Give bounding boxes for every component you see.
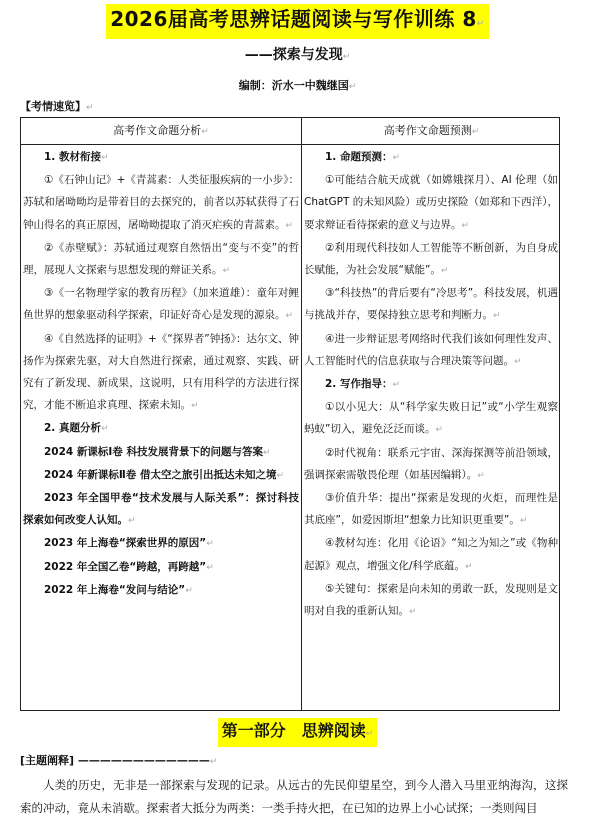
part-title-wrap xyxy=(0,718,595,747)
writing-guide-heading: 2. 写作指导：↵ xyxy=(325,378,400,391)
guide-item: ④教材勾连：化用《论语》“知之为知之”或《物种起源》观点，增强文化/科学底蕴。↵ xyxy=(304,537,558,572)
prediction-item: ③“科技热”的背后要有“冷思考”。科技发展，机遇与挑战并存，要保持独立思考和判断力。↵ xyxy=(304,287,558,322)
guide-item: ⑤关键句：探索是向未知的勇敢一跃，发现则是文明对自我的重新认知。↵ xyxy=(304,582,558,618)
guide-item: ①以小见大：从“科学家失败日记”或“小学生观察蚂蚁”切入，避免泛泛而谈。↵ xyxy=(304,401,558,436)
exam-item: 2022 年全国乙卷“跨越，再跨越”↵ xyxy=(44,560,214,573)
theme-label: [主题阐释] ————————————↵ xyxy=(20,754,218,767)
right-column xyxy=(304,146,558,623)
left-column-header: 高考作文命题分析↵ xyxy=(113,124,209,137)
textbook-item: ③《一名物理学家的教育历程》（加来道雄）：童年对鲤鱼世界的想象驱动科学探索，印证好奇心是发现的源泉。↵ xyxy=(23,287,299,322)
column-divider xyxy=(301,118,302,710)
prediction-heading: 1. 命题预测：↵ xyxy=(325,151,400,163)
textbook-item: ②《赤壁赋》：苏轼通过观察自然悟出“变与不变”的哲理，展现人文探索与思想发现的辩证关系。↵ xyxy=(23,241,299,277)
title-wrap xyxy=(0,4,595,39)
guide-item: ③价值升华：提出“探索是发现的火炬，而理性是其底座”，如爱因斯坦“想象力比知识更重要”。↵ xyxy=(304,492,558,527)
section-label: 【考情速览】↵ xyxy=(20,100,94,113)
part-title: 第一部分 思辨阅读↵ xyxy=(218,718,378,747)
exam-item: 2022 年上海卷“发问与结论”↵ xyxy=(44,583,193,596)
exam-item: 2023 年上海卷“探索世界的原因”↵ xyxy=(44,537,214,550)
document-subtitle: ——探索与发现↵ xyxy=(244,47,351,63)
prediction-item: ①可能结合航天成就（如嫦娥探月）、AI 伦理（如 ChatGPT 的未知风险）或历史探险（如郑和下西洋），要求辩证看待探索的意义与边界。↵ xyxy=(304,174,558,231)
exam-analysis-table xyxy=(20,117,560,711)
right-column-header: 高考作文命题预测↵ xyxy=(383,124,480,137)
header-divider xyxy=(21,144,559,145)
left-column xyxy=(23,146,299,602)
textbook-item: ④《自然选择的证明》+《“探界者”钟扬》：达尔文、钟扬作为探索先驱，对大自然进行探索，通过观察、实践、研究有了新发现、新成果，这说明，只有用科学的方法进行探究，才能不断追求真理、探索未知。↵ xyxy=(23,332,299,412)
exam-item: 2024 年新课标Ⅱ卷 借太空之旅引出抵达未知之境↵ xyxy=(44,468,284,481)
guide-item: ②时代视角：联系元宇宙、深海探测等前沿领域，强调探索需敬畏伦理（如基因编辑）。↵ xyxy=(304,446,558,481)
textbook-item: ①《石钟山记》+《青蒿素：人类征服疾病的一小步》：苏轼和屠呦呦均是带着目的去探究的，前者以苏轼获得了石钟山得名的真正原因，屠呦呦提取了消灭疟疾的青蒿素。↵ xyxy=(23,174,299,231)
exam-item: 2023 年全国甲卷“技术发展与人际关系”：探讨科技探索如何改变人认知。↵ xyxy=(23,492,299,527)
textbook-link-heading: 1. 教材衔接↵ xyxy=(44,151,109,163)
exam-analysis-heading: 2. 真题分析↵ xyxy=(44,422,109,435)
prediction-item: ②利用现代科技如人工智能等不断创新，为自身成长赋能，为社会发展“赋能”。↵ xyxy=(304,241,558,277)
intro-paragraph xyxy=(20,774,568,820)
exam-item: 2024 新课标Ⅰ卷 科技发展背景下的问题与答案↵ xyxy=(44,445,271,458)
prediction-item: ④进一步辩证思考网络时代我们该如何理性发声、人工智能时代的信息获取与合理决策等问题。↵ xyxy=(304,332,558,367)
document-title: 2026届高考思辨话题阅读与写作训练 8↵ xyxy=(106,4,489,39)
intro-text: 人类的历史，无非是一部探索与发现的记录。从远古的先民仰望星空，到今人潜入马里亚纳海沟，这探索的冲动，竟从未消歇。探索者大抵分为两类：一类手持火把，在已知的边界上小心试探；一类则闯目 xyxy=(20,778,568,815)
editor-line: 编制：沂水一中魏继国↵ xyxy=(238,79,357,92)
